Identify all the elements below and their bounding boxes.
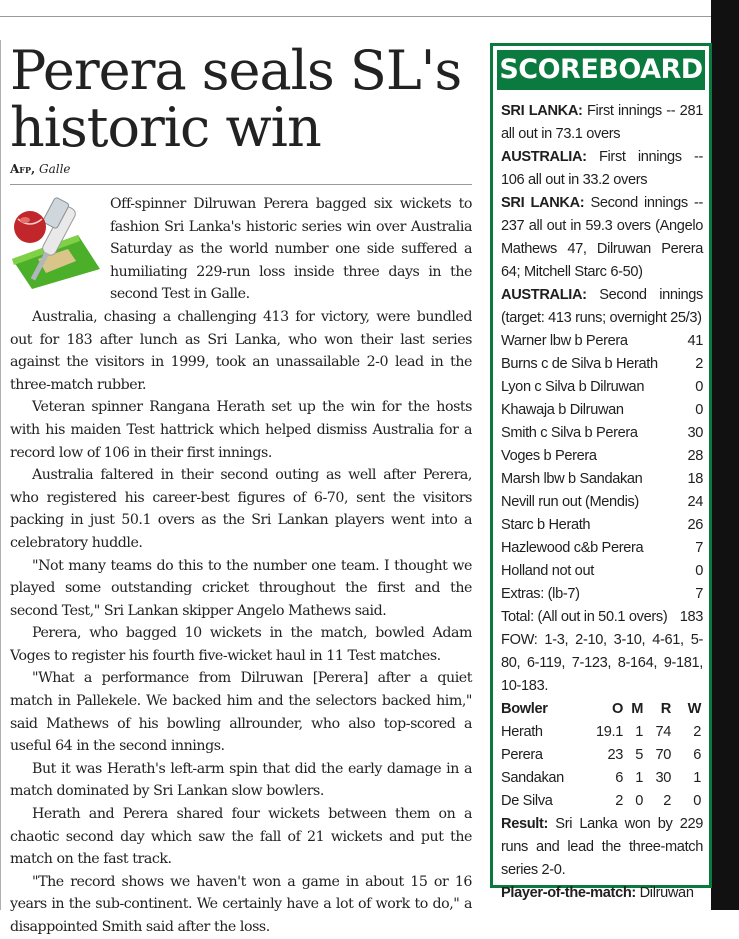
batting-row [501, 330, 703, 353]
extras-runs: 7 [695, 586, 703, 602]
batter-name: Khawaja b Dilruwan [501, 402, 624, 418]
team-label: SRI LANKA: [501, 103, 583, 119]
top-rule [0, 16, 711, 17]
article-body [10, 193, 472, 939]
byline [10, 162, 472, 176]
wickets-col: W [687, 701, 701, 717]
batter-runs: 41 [687, 333, 703, 349]
batter-name: Hazlewood c&b Perera [501, 540, 644, 556]
paragraph: Perera, who bagged 10 wickets in the match, bowled Adam Voges to register his fourth five-wicket haul in 11 Test matches. [10, 625, 472, 664]
batter-name: Voges b Perera [501, 448, 597, 464]
batting-row [501, 445, 703, 468]
maidens-col: M [631, 701, 643, 717]
batter-name: Nevill run out (Mendis) [501, 494, 639, 510]
bowler-wickets: 1 [693, 770, 701, 786]
bowler-wickets: 2 [693, 724, 701, 740]
batter-runs: 0 [695, 402, 703, 418]
batting-row [501, 376, 703, 399]
bowler-name: Herath [501, 724, 543, 740]
paragraph: "The record shows we haven't won a game in about 15 or 16 years in the sub-continent. We certainly have a lot of work to do," a disappointed Smith said after the loss. [10, 873, 472, 935]
bowler-runs: 2 [663, 793, 671, 809]
bowler-col: Bowler [501, 701, 548, 717]
batter-runs: 7 [695, 540, 703, 556]
bowling-row [501, 790, 703, 813]
innings-text: First innings -- 281 all out in 73.1 overs [501, 103, 703, 142]
extras-row [501, 583, 703, 606]
bowling-row [501, 744, 703, 767]
bowler-maidens: 1 [635, 724, 643, 740]
total-label: Total: (All out in 50.1 overs) [501, 609, 668, 625]
batter-name: Starc b Herath [501, 517, 591, 533]
innings-text: First innings -- 106 all out in 33.2 overs [501, 149, 703, 188]
batting-row [501, 399, 703, 422]
team-label: AUSTRALIA: [501, 287, 587, 303]
batting-row [501, 537, 703, 560]
innings-summary [501, 100, 703, 146]
result-label: Result: [501, 816, 549, 832]
bowler-overs: 23 [607, 747, 623, 763]
fall-of-wickets: FOW: 1-3, 2-10, 3-10, 4-61, 5-80, 6-119, 7-123, 8-164, 9-181, 10-183. [501, 632, 703, 694]
batting-row [501, 560, 703, 583]
batter-runs: 30 [687, 425, 703, 441]
bowler-maidens: 1 [635, 770, 643, 786]
batting-row [501, 514, 703, 537]
paragraph: Veteran spinner Rangana Herath set up the win for the hosts with his maiden Test hattrick which helped dismiss Australia for a record low of 106 in their first innings. [10, 399, 472, 461]
innings-text: Second innings (target: 413 runs; overnight 25/3) [501, 287, 703, 326]
innings-text: Second innings -- 237 all out in 59.3 overs (Angelo Mathews 47, Dilruwan Perera 64; Mitchell Starc 6-50) [501, 195, 703, 280]
result-text: Sri Lanka won by 229 runs and lead the three-match series 2-0. [501, 816, 703, 878]
bowler-name: De Silva [501, 793, 553, 809]
paragraph: Australia faltered in their second outing as well after Perera, who registered his career-best figures of 6-70, sent the visitors packing in just 50.1 overs as the Sri Lankan players went into a celebratory huddle. [10, 467, 472, 551]
batter-runs: 24 [687, 494, 703, 510]
team-label: SRI LANKA: [501, 195, 585, 211]
batter-name: Warner lbw b Perera [501, 333, 628, 349]
paragraph: "What a performance from Dilruwan [Perera] after a quiet match in Pallekele. We backed him and the selectors backed him," said Mathews of his bowling allrounder, who also top-scored a useful 64 in the second innings. [10, 670, 472, 755]
bowler-wickets: 0 [693, 793, 701, 809]
byline-agency: Afp, [10, 162, 36, 176]
page-edge [711, 0, 739, 910]
potm-text: Dilruwan [635, 885, 694, 901]
overs-col: O [611, 701, 623, 717]
batter-name: Lyon c Silva b Dilruwan [501, 379, 645, 395]
bowler-maidens: 0 [635, 793, 643, 809]
bowler-name: Sandakan [501, 770, 564, 786]
bowler-wickets: 6 [693, 747, 701, 763]
total-runs: 183 [679, 609, 703, 625]
bowler-runs: 30 [655, 770, 671, 786]
extras-label: Extras: (lb-7) [501, 586, 580, 602]
byline-place: Galle [39, 162, 71, 176]
match-result [501, 813, 703, 882]
bowling-row [501, 767, 703, 790]
scoreboard-panel [490, 43, 712, 901]
paragraph: Herath and Perera shared four wickets between them on a chaotic second day which saw the fall of 21 wickets and put the match on the fast track. [10, 806, 472, 868]
article [10, 40, 472, 939]
batter-name: Holland not out [501, 563, 594, 579]
bowler-runs: 70 [655, 747, 671, 763]
paragraph: Off-spinner Dilruwan Perera bagged six wickets to fashion Sri Lanka's historic series win over Australia Saturday as the world number one side suffered a humiliating 229-run loss inside three days in the second Test in Galle. [110, 196, 472, 303]
bowler-name: Perera [501, 747, 543, 763]
batter-name: Smith c Silva b Perera [501, 425, 638, 441]
innings-summary [501, 192, 703, 284]
scoreboard-title: SCOREBOARD [497, 50, 705, 90]
batting-row [501, 353, 703, 376]
cricket-ball-bat-icon [8, 195, 104, 291]
bowling-header [501, 698, 703, 721]
byline-rule [10, 184, 472, 185]
scoreboard-body [493, 90, 709, 905]
batter-runs: 26 [687, 517, 703, 533]
batter-name: Marsh lbw b Sandakan [501, 471, 643, 487]
headline: Perera seals SL's historic win [10, 39, 462, 159]
batting-row [501, 468, 703, 491]
innings-summary [501, 146, 703, 192]
bowler-maidens: 5 [635, 747, 643, 763]
paragraph: But it was Herath's left-arm spin that did the early damage in a match dominated by Sri Lankan slow bowlers. [10, 760, 472, 800]
bowling-row [501, 721, 703, 744]
team-label: AUSTRALIA: [501, 149, 587, 165]
batting-row [501, 491, 703, 514]
paragraph: "Not many teams do this to the number one team. I thought we played some outstanding cricket throughout the first and the second Test," Sri Lankan skipper Angelo Mathews said. [10, 557, 472, 619]
batting-row [501, 422, 703, 445]
bowler-overs: 19.1 [595, 724, 623, 740]
innings-summary [501, 284, 703, 330]
batter-runs: 2 [695, 356, 703, 372]
paragraph: Australia, chasing a challenging 413 for victory, were bundled out for 183 after lunch as Sri Lanka, who won their last series against the visitors in 1999, took an unassailable 2-0 lead in the three-match rubber. [10, 308, 472, 393]
player-of-the-match [501, 882, 703, 905]
bowler-overs: 6 [615, 770, 623, 786]
column-rule [0, 40, 1, 910]
bowler-overs: 2 [615, 793, 623, 809]
batter-runs: 28 [687, 448, 703, 464]
batter-runs: 0 [695, 563, 703, 579]
batter-runs: 0 [695, 379, 703, 395]
potm-label: Player-of-the-match: [501, 885, 636, 901]
batter-runs: 18 [687, 471, 703, 487]
total-row [501, 606, 703, 629]
bowler-runs: 74 [655, 724, 671, 740]
batter-name: Burns c de Silva b Herath [501, 356, 658, 372]
runs-col: R [660, 701, 671, 717]
